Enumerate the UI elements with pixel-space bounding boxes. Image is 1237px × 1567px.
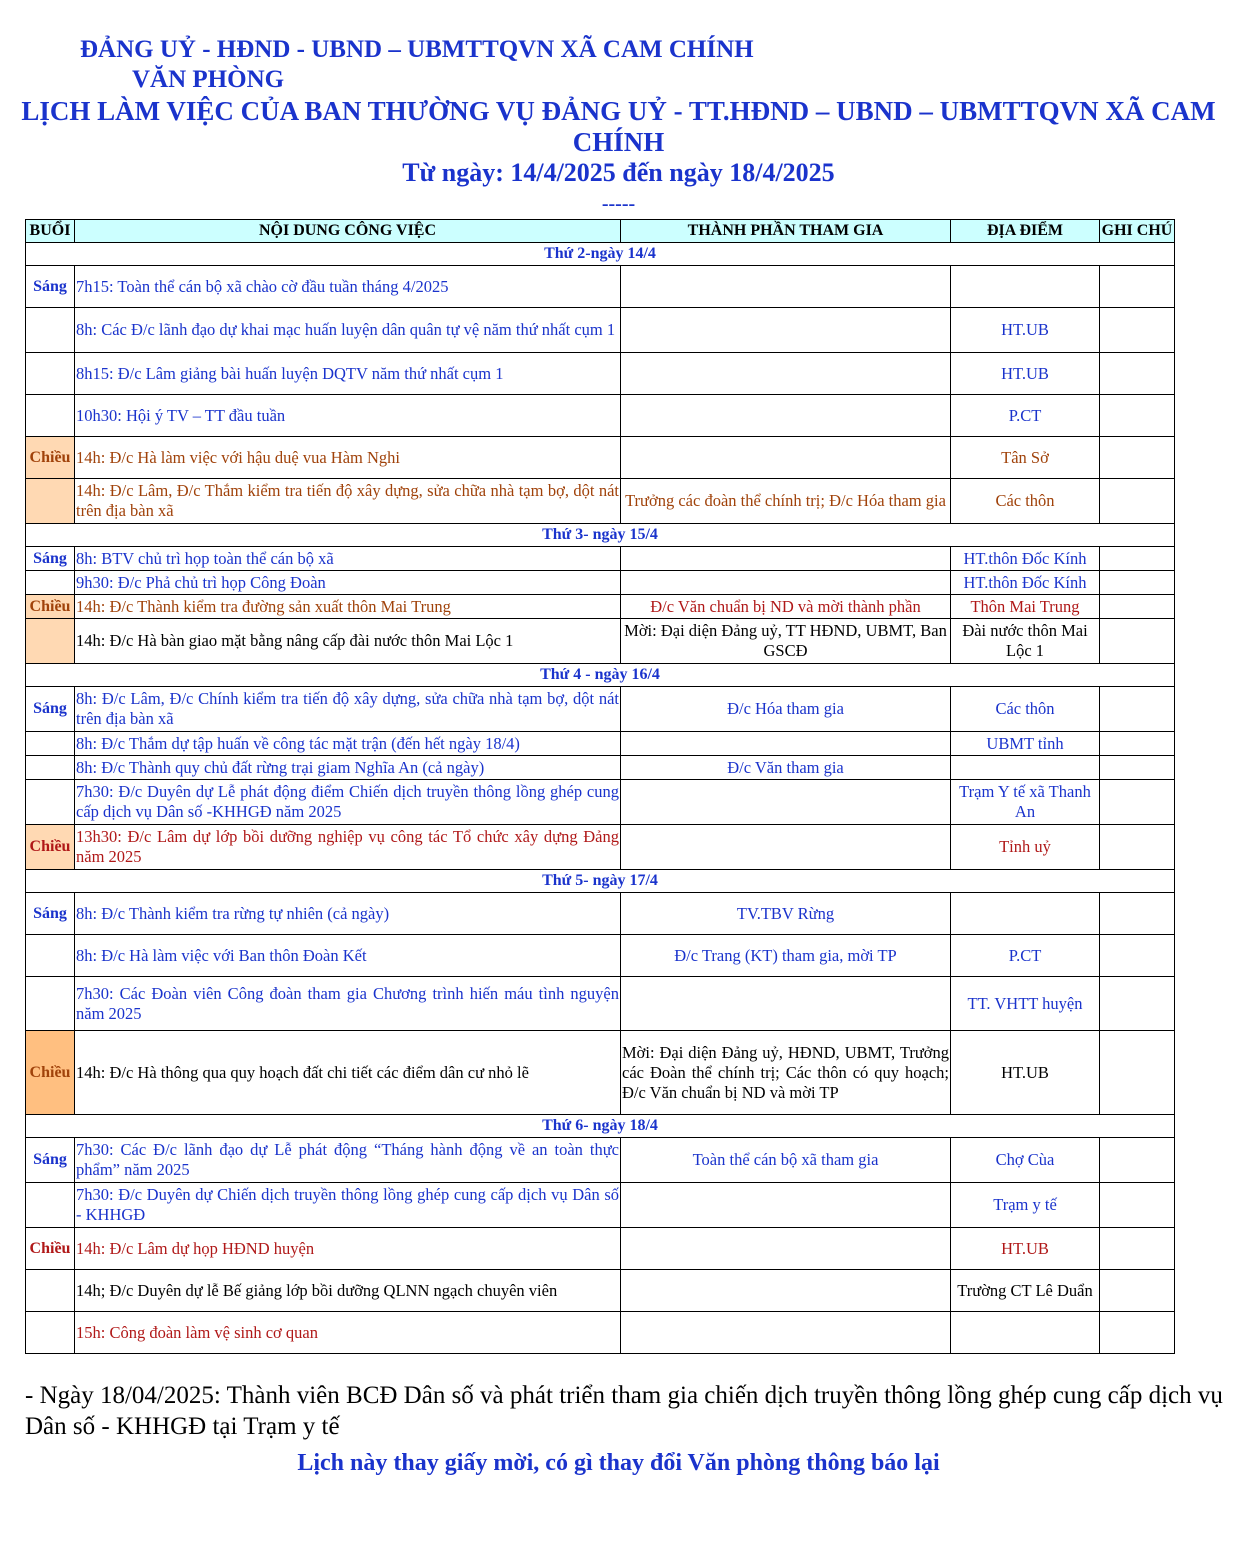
location-cell: TT. VHTT huyện — [951, 977, 1100, 1031]
location-cell: HT.thôn Đốc Kính — [951, 547, 1100, 571]
location-cell: HT.UB — [951, 353, 1100, 395]
participants-cell — [621, 437, 951, 479]
participants-cell: TV.TBV Rừng — [621, 893, 951, 935]
participants-cell: Đ/c Văn chuẩn bị ND và mời thành phần — [621, 595, 951, 619]
participants-cell — [621, 732, 951, 756]
footer-note: - Ngày 18/04/2025: Thành viên BCĐ Dân số và phát triển tham gia chiến dịch truyền thông lồng ghép cung cấp dịch vụ Dân số - KHHGĐ tại Trạm y tế — [25, 1382, 1223, 1440]
date-range: Từ ngày: 14/4/2025 đến ngày 18/4/2025 — [402, 158, 835, 187]
table-row — [26, 619, 1175, 664]
table-row — [26, 479, 1175, 524]
day-label: Thứ 2-ngày 14/4 — [26, 243, 1175, 266]
session-cell — [26, 1270, 75, 1312]
day-header-row — [26, 664, 1175, 687]
note-cell — [1100, 353, 1175, 395]
content-cell: 10h30: Hội ý TV – TT đầu tuần — [75, 395, 621, 437]
note-cell — [1100, 825, 1175, 870]
content-cell: 7h15: Toàn thể cán bộ xã chào cờ đầu tuần tháng 4/2025 — [75, 266, 621, 308]
content-cell: 9h30: Đ/c Phả chủ trì họp Công Đoàn — [75, 571, 621, 595]
table-row — [26, 1138, 1175, 1183]
location-cell: Tân Sở — [951, 437, 1100, 479]
location-cell: Các thôn — [951, 479, 1100, 524]
col-header-participants: THÀNH PHẦN THAM GIA — [621, 220, 951, 243]
table-row — [26, 353, 1175, 395]
table-row — [26, 935, 1175, 977]
table-row — [26, 825, 1175, 870]
note-cell — [1100, 1228, 1175, 1270]
session-cell — [26, 479, 75, 524]
session-cell: Chiều — [26, 595, 75, 619]
day-header-row — [26, 524, 1175, 547]
note-cell — [1100, 547, 1175, 571]
session-cell: Sáng — [26, 893, 75, 935]
participants-cell — [621, 1183, 951, 1228]
location-cell: Trường CT Lê Duẩn — [951, 1270, 1100, 1312]
table-row — [26, 977, 1175, 1031]
content-cell: 7h30: Đ/c Duyên dự Chiến dịch truyền thông lồng ghép cung cấp dịch vụ Dân số - KHHGĐ — [75, 1183, 621, 1228]
table-row — [26, 437, 1175, 479]
participants-cell — [621, 977, 951, 1031]
session-cell — [26, 780, 75, 825]
location-cell — [951, 1312, 1100, 1354]
day-header-row — [26, 1115, 1175, 1138]
content-cell: 8h: Các Đ/c lãnh đạo dự khai mạc huấn luyện dân quân tự vệ năm thứ nhất cụm 1 — [75, 308, 621, 353]
table-row — [26, 1228, 1175, 1270]
content-cell: 8h: Đ/c Lâm, Đ/c Chính kiểm tra tiến độ xây dựng, sửa chữa nhà tạm bợ, dột nát trên địa bàn xã — [75, 687, 621, 732]
session-cell: Sáng — [26, 1138, 75, 1183]
note-cell — [1100, 595, 1175, 619]
content-cell: 8h: BTV chủ trì họp toàn thể cán bộ xã — [75, 547, 621, 571]
content-cell: 8h: Đ/c Hà làm việc với Ban thôn Đoàn Kết — [75, 935, 621, 977]
session-cell: Chiều — [26, 437, 75, 479]
content-cell: 8h15: Đ/c Lâm giảng bài huấn luyện DQTV năm thứ nhất cụm 1 — [75, 353, 621, 395]
note-cell — [1100, 977, 1175, 1031]
table-row — [26, 1031, 1175, 1115]
location-cell: Tỉnh uỷ — [951, 825, 1100, 870]
content-cell: 13h30: Đ/c Lâm dự lớp bồi dưỡng nghiệp vụ công tác Tổ chức xây dựng Đảng năm 2025 — [75, 825, 621, 870]
note-cell — [1100, 1031, 1175, 1115]
page-title: LỊCH LÀM VIỆC CỦA BAN THƯỜNG VỤ ĐẢNG UỶ - TT.HĐND – UBND – UBMTTQVN XÃ CAM CHÍNH — [21, 96, 1216, 157]
note-cell — [1100, 756, 1175, 780]
content-cell: 7h30: Các Đoàn viên Công đoàn tham gia Chương trình hiến máu tình nguyện năm 2025 — [75, 977, 621, 1031]
content-cell: 8h: Đ/c Thắm dự tập huấn về công tác mặt trận (đến hết ngày 18/4) — [75, 732, 621, 756]
table-row — [26, 687, 1175, 732]
column-header-row — [26, 220, 1175, 243]
participants-cell — [621, 395, 951, 437]
content-cell: 14h: Đ/c Hà thông qua quy hoạch đất chi tiết các điểm dân cư nhỏ lẽ — [75, 1031, 621, 1115]
note-cell — [1100, 1183, 1175, 1228]
location-cell: Chợ Cùa — [951, 1138, 1100, 1183]
participants-cell: Đ/c Văn tham gia — [621, 756, 951, 780]
content-cell: 7h30: Đ/c Duyên dự Lễ phát động điểm Chiến dịch truyền thông lồng ghép cung cấp dịch vụ Dân số -KHHGĐ năm 2025 — [75, 780, 621, 825]
session-cell: Chiều — [26, 1031, 75, 1115]
session-cell — [26, 619, 75, 664]
location-cell — [951, 893, 1100, 935]
location-cell: UBMT tỉnh — [951, 732, 1100, 756]
note-cell — [1100, 1270, 1175, 1312]
session-cell — [26, 756, 75, 780]
participants-cell — [621, 571, 951, 595]
table-row — [26, 395, 1175, 437]
content-cell: 14h: Đ/c Lâm, Đ/c Thắm kiểm tra tiến độ xây dựng, sửa chữa nhà tạm bợ, dột nát trên địa bàn xã — [75, 479, 621, 524]
participants-cell — [621, 825, 951, 870]
schedule-table — [25, 219, 1175, 1354]
participants-cell — [621, 1312, 951, 1354]
content-cell: 14h; Đ/c Duyên dự lễ Bế giảng lớp bồi dưỡng QLNN ngạch chuyên viên — [75, 1270, 621, 1312]
col-header-note: GHI CHÚ — [1100, 220, 1175, 243]
participants-cell — [621, 547, 951, 571]
session-cell: Sáng — [26, 687, 75, 732]
session-cell — [26, 1312, 75, 1354]
location-cell: Thôn Mai Trung — [951, 595, 1100, 619]
content-cell: 8h: Đ/c Thành quy chủ đất rừng trại giam Nghĩa An (cả ngày) — [75, 756, 621, 780]
col-header-location: ĐỊA ĐIỂM — [951, 220, 1100, 243]
org-line-1: ĐẢNG UỶ - HĐND - UBND – UBMTTQVN XÃ CAM CHÍNH — [80, 36, 754, 63]
session-cell — [26, 1183, 75, 1228]
location-cell: HT.UB — [951, 1031, 1100, 1115]
session-cell — [26, 571, 75, 595]
session-cell: Sáng — [26, 547, 75, 571]
note-cell — [1100, 1312, 1175, 1354]
note-cell — [1100, 479, 1175, 524]
location-cell — [951, 266, 1100, 308]
content-cell: 7h30: Các Đ/c lãnh đạo dự Lễ phát động “Tháng hành động về an toàn thực phẩm” năm 2025 — [75, 1138, 621, 1183]
session-cell — [26, 977, 75, 1031]
content-cell: 14h: Đ/c Lâm dự họp HĐND huyện — [75, 1228, 621, 1270]
day-label: Thứ 6- ngày 18/4 — [26, 1115, 1175, 1138]
table-row — [26, 571, 1175, 595]
table-row — [26, 308, 1175, 353]
location-cell: Trạm y tế — [951, 1183, 1100, 1228]
note-cell — [1100, 732, 1175, 756]
note-cell — [1100, 437, 1175, 479]
location-cell: Trạm Y tế xã Thanh An — [951, 780, 1100, 825]
note-cell — [1100, 266, 1175, 308]
note-cell — [1100, 687, 1175, 732]
participants-cell: Trưởng các đoàn thể chính trị; Đ/c Hóa tham gia — [621, 479, 951, 524]
table-row — [26, 547, 1175, 571]
location-cell: Đài nước thôn Mai Lộc 1 — [951, 619, 1100, 664]
session-cell: Sáng — [26, 266, 75, 308]
participants-cell — [621, 353, 951, 395]
location-cell: HT.thôn Đốc Kính — [951, 571, 1100, 595]
note-cell — [1100, 893, 1175, 935]
location-cell: HT.UB — [951, 308, 1100, 353]
day-header-row — [26, 870, 1175, 893]
content-cell: 15h: Công đoàn làm vệ sinh cơ quan — [75, 1312, 621, 1354]
participants-cell: Toàn thể cán bộ xã tham gia — [621, 1138, 951, 1183]
org-line-2: VĂN PHÒNG — [132, 66, 285, 93]
content-cell: 14h: Đ/c Hà làm việc với hậu duệ vua Hàm Nghi — [75, 437, 621, 479]
table-row — [26, 266, 1175, 308]
participants-cell — [621, 308, 951, 353]
location-cell: HT.UB — [951, 1228, 1100, 1270]
location-cell: P.CT — [951, 395, 1100, 437]
session-cell — [26, 353, 75, 395]
separator: ----- — [601, 193, 636, 215]
day-label: Thứ 5- ngày 17/4 — [26, 870, 1175, 893]
table-row — [26, 732, 1175, 756]
day-header-row — [26, 243, 1175, 266]
table-row — [26, 595, 1175, 619]
session-cell — [26, 308, 75, 353]
table-row — [26, 893, 1175, 935]
session-cell: Chiều — [26, 1228, 75, 1270]
content-cell: 14h: Đ/c Thành kiểm tra đường sản xuất thôn Mai Trung — [75, 595, 621, 619]
participants-cell — [621, 780, 951, 825]
participants-cell — [621, 1270, 951, 1312]
table-row — [26, 1270, 1175, 1312]
content-cell: 14h: Đ/c Hà bàn giao mặt bằng nâng cấp đài nước thôn Mai Lộc 1 — [75, 619, 621, 664]
day-label: Thứ 4 - ngày 16/4 — [26, 664, 1175, 687]
note-cell — [1100, 395, 1175, 437]
participants-cell — [621, 266, 951, 308]
location-cell: Các thôn — [951, 687, 1100, 732]
participants-cell: Đ/c Trang (KT) tham gia, mời TP — [621, 935, 951, 977]
participants-cell: Đ/c Hóa tham gia — [621, 687, 951, 732]
note-cell — [1100, 780, 1175, 825]
session-cell: Chiều — [26, 825, 75, 870]
col-header-session: BUỔI — [26, 220, 75, 243]
table-row — [26, 1183, 1175, 1228]
table-row — [26, 756, 1175, 780]
note-cell — [1100, 308, 1175, 353]
table-row — [26, 780, 1175, 825]
col-header-content: NỘI DUNG CÔNG VIỆC — [75, 220, 621, 243]
participants-cell: Mời: Đại diện Đảng uỷ, TT HĐND, UBMT, Ban GSCĐ — [621, 619, 951, 664]
note-cell — [1100, 935, 1175, 977]
session-cell — [26, 732, 75, 756]
footer-closing: Lịch này thay giấy mời, có gì thay đổi Văn phòng thông báo lại — [297, 1450, 940, 1476]
participants-cell — [621, 1228, 951, 1270]
participants-cell: Mời: Đại diện Đảng uỷ, HĐND, UBMT, Trưởng các Đoàn thể chính trị; Các thôn có quy hoạch; Đ/c Văn chuẩn bị ND và mời TP — [621, 1031, 951, 1115]
session-cell — [26, 395, 75, 437]
note-cell — [1100, 1138, 1175, 1183]
location-cell — [951, 756, 1100, 780]
session-cell — [26, 935, 75, 977]
note-cell — [1100, 571, 1175, 595]
content-cell: 8h: Đ/c Thành kiểm tra rừng tự nhiên (cả ngày) — [75, 893, 621, 935]
day-label: Thứ 3- ngày 15/4 — [26, 524, 1175, 547]
location-cell: P.CT — [951, 935, 1100, 977]
table-row — [26, 1312, 1175, 1354]
note-cell — [1100, 619, 1175, 664]
